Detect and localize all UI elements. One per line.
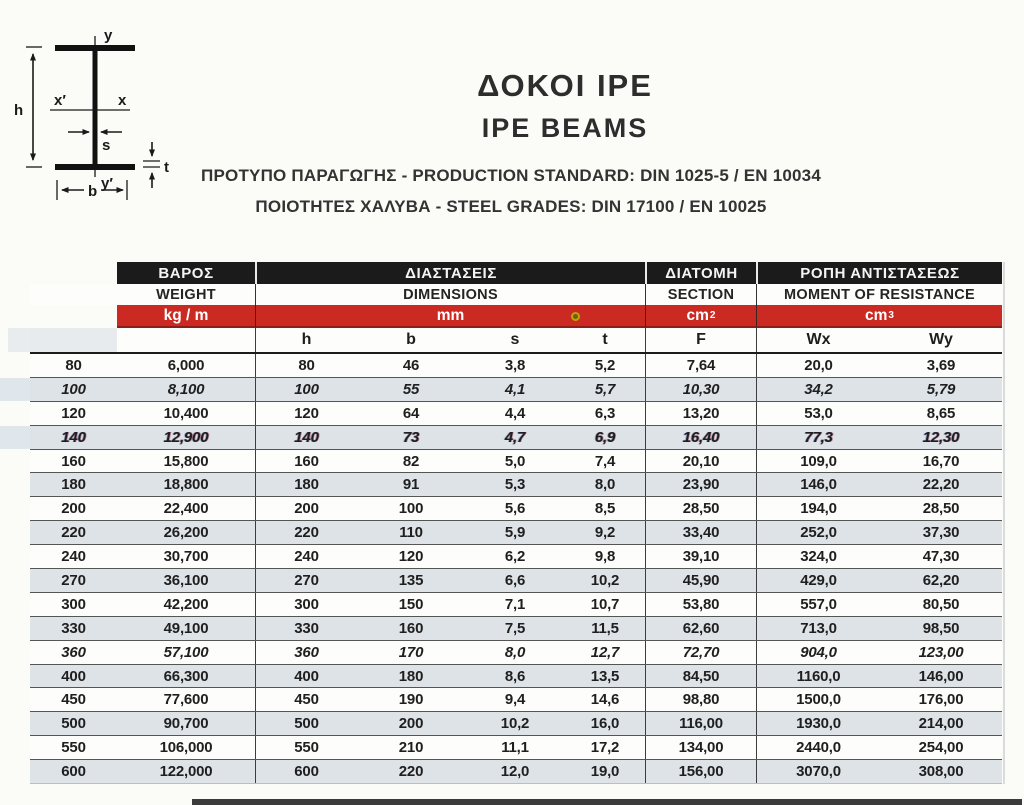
cell-Wy: 308,00 xyxy=(918,763,964,781)
cell-weight: 36,100 xyxy=(163,571,209,589)
table-row xyxy=(30,712,1002,736)
cell-b: 170 xyxy=(398,643,424,661)
cell-t: 5,7 xyxy=(594,380,616,398)
header-section-en: SECTION xyxy=(645,284,756,305)
cell-Wy: 254,00 xyxy=(918,739,964,757)
cell-h: 330 xyxy=(255,617,357,640)
cell-t: 5,2 xyxy=(594,356,616,374)
symbol-spacer xyxy=(117,328,255,352)
cell-F: 16,40 xyxy=(645,426,756,449)
cell-Wx: 109,0 xyxy=(756,450,880,473)
cell-Wx: 146,0 xyxy=(756,473,880,496)
header-row-greek xyxy=(30,262,1002,284)
table-row xyxy=(30,593,1002,617)
table-row xyxy=(30,736,1002,760)
cell-s: 5,3 xyxy=(504,476,526,494)
page-title-english: IPE BEAMS xyxy=(481,113,649,143)
cell-t: 14,6 xyxy=(590,691,620,709)
cell-b: 180 xyxy=(398,667,424,685)
cell-h: 220 xyxy=(255,521,357,544)
label-y-bottom: y′ xyxy=(101,175,113,192)
cell-Wy: 12,30 xyxy=(922,428,960,446)
page-edge-shadow xyxy=(1003,262,1005,784)
cell-h: 140 xyxy=(255,426,357,449)
table-row xyxy=(30,641,1002,665)
cell-Wx: 713,0 xyxy=(756,617,880,640)
cell-weight: 12,900 xyxy=(163,428,209,446)
cell-F: 39,10 xyxy=(645,545,756,568)
cell-Wx: 1500,0 xyxy=(756,688,880,711)
cell-Wx: 1160,0 xyxy=(756,665,880,688)
cell-t: 9,8 xyxy=(594,548,616,566)
production-standard-line: ΠΡΟΤΥΠΟ ΠΑΡΑΓΩΓΗΣ - PRODUCTION STANDARD: DIN 1025-5 / EN 10034 xyxy=(201,166,821,185)
cell-t: 12,7 xyxy=(590,643,620,661)
cell-s: 5,6 xyxy=(504,500,526,518)
cell-h: 120 xyxy=(255,402,357,425)
cell-s: 11,1 xyxy=(501,739,529,757)
cell-weight: 26,200 xyxy=(163,524,209,542)
cell-F: 98,80 xyxy=(645,688,756,711)
table-row xyxy=(30,378,1002,402)
cell-beam-size: 450 xyxy=(61,691,86,709)
header-weight-en: WEIGHT xyxy=(117,284,255,305)
scan-edge-bar xyxy=(192,799,1022,805)
unit-dimensions xyxy=(255,305,645,328)
cell-Wx: 77,3 xyxy=(756,426,880,449)
cell-Wx: 3070,0 xyxy=(756,760,880,783)
cell-b: 46 xyxy=(402,356,420,374)
cell-s: 4,7 xyxy=(504,428,526,446)
cell-Wx: 429,0 xyxy=(756,569,880,592)
cell-weight: 49,100 xyxy=(163,619,209,637)
cell-F: 62,60 xyxy=(645,617,756,640)
cell-Wy: 47,30 xyxy=(922,548,960,566)
cell-weight: 15,800 xyxy=(163,452,209,470)
ink-dot xyxy=(571,312,580,321)
cell-b: 82 xyxy=(402,452,420,470)
cell-Wx: 252,0 xyxy=(756,521,880,544)
cell-beam-size: 100 xyxy=(61,380,86,398)
cell-Wx: 904,0 xyxy=(756,641,880,664)
cell-s: 8,0 xyxy=(504,643,526,661)
cell-b: 160 xyxy=(398,619,424,637)
cell-Wx: 53,0 xyxy=(756,402,880,425)
cell-F: 84,50 xyxy=(645,665,756,688)
table-row xyxy=(30,760,1002,784)
label-y-top: y xyxy=(104,27,113,44)
cell-weight: 122,000 xyxy=(159,763,213,781)
cell-weight: 106,000 xyxy=(159,739,213,757)
cell-h: 180 xyxy=(255,473,357,496)
cell-s: 4,1 xyxy=(504,380,526,398)
cell-b: 100 xyxy=(398,500,424,518)
cell-weight: 30,700 xyxy=(163,548,209,566)
cell-F: 7,64 xyxy=(645,354,756,377)
header-row-english xyxy=(30,284,1002,305)
cell-b: 150 xyxy=(398,595,424,613)
cell-b: 73 xyxy=(402,428,420,446)
cell-s: 6,2 xyxy=(504,548,526,566)
cell-h: 200 xyxy=(255,497,357,520)
cell-weight: 90,700 xyxy=(163,715,209,733)
cell-t: 17,2 xyxy=(590,739,620,757)
cell-beam-size: 80 xyxy=(65,356,82,374)
cell-Wx: 324,0 xyxy=(756,545,880,568)
column-symbol-t: t xyxy=(602,331,608,348)
cell-F: 116,00 xyxy=(645,712,756,735)
cell-Wy: 98,50 xyxy=(922,619,960,637)
cell-F: 33,40 xyxy=(645,521,756,544)
cell-Wx: 20,0 xyxy=(756,354,880,377)
header-section-el: ΔΙΑΤΟΜΗ xyxy=(645,262,756,284)
cell-beam-size: 400 xyxy=(61,667,86,685)
cell-b: 120 xyxy=(398,548,424,566)
cell-t: 10,7 xyxy=(590,595,620,613)
cell-beam-size: 240 xyxy=(61,548,86,566)
cell-F: 10,30 xyxy=(645,378,756,401)
cell-Wy: 22,20 xyxy=(922,476,960,494)
cell-t: 8,0 xyxy=(594,476,616,494)
cell-s: 5,9 xyxy=(504,524,526,542)
column-symbol-Wx: Wx xyxy=(756,328,880,352)
cell-b: 55 xyxy=(402,380,420,398)
header-dimensions-el: ΔΙΑΣΤΑΣΕΙΣ xyxy=(255,262,645,284)
table-row xyxy=(30,354,1002,378)
cell-h: 270 xyxy=(255,569,357,592)
cell-h: 600 xyxy=(255,760,357,783)
cell-beam-size: 220 xyxy=(61,524,86,542)
cell-Wy: 80,50 xyxy=(922,595,960,613)
cell-h: 360 xyxy=(255,641,357,664)
cell-t: 11,5 xyxy=(591,619,619,637)
cell-t: 9,2 xyxy=(594,524,616,542)
cell-F: 53,80 xyxy=(645,593,756,616)
cell-h: 80 xyxy=(255,354,357,377)
cell-beam-size: 120 xyxy=(61,404,86,422)
cell-s: 8,6 xyxy=(504,667,526,685)
table-row xyxy=(30,665,1002,689)
table-row xyxy=(30,521,1002,545)
cell-Wy: 5,79 xyxy=(926,380,956,398)
title-block xyxy=(310,68,820,144)
cell-s: 3,8 xyxy=(504,356,526,374)
cell-Wx: 34,2 xyxy=(756,378,880,401)
cell-h: 100 xyxy=(255,378,357,401)
table-row xyxy=(30,426,1002,450)
table-row xyxy=(30,473,1002,497)
cell-F: 28,50 xyxy=(645,497,756,520)
header-moment-el: ΡΟΠΗ ΑΝΤΙΣΤΑΣΕΩΣ xyxy=(756,262,1002,284)
unit-section: cm 2 xyxy=(645,305,756,328)
cell-F: 23,90 xyxy=(645,473,756,496)
page-title-greek: ΔΟΚΟΙ IPE xyxy=(477,68,653,103)
cell-weight: 42,200 xyxy=(163,595,209,613)
cell-h: 160 xyxy=(255,450,357,473)
cell-h: 300 xyxy=(255,593,357,616)
cell-Wy: 176,00 xyxy=(918,691,964,709)
cell-Wx: 1930,0 xyxy=(756,712,880,735)
cell-h: 550 xyxy=(255,736,357,759)
cell-t: 19,0 xyxy=(590,763,620,781)
table-row xyxy=(30,569,1002,593)
cell-beam-size: 600 xyxy=(61,763,86,781)
label-b: b xyxy=(88,183,98,200)
cell-s: 9,4 xyxy=(504,691,526,709)
cell-b: 210 xyxy=(398,739,424,757)
cell-Wy: 37,30 xyxy=(922,524,960,542)
table-row xyxy=(30,402,1002,426)
cell-t: 10,2 xyxy=(590,571,620,589)
cell-weight: 6,000 xyxy=(167,356,205,374)
cell-s: 4,4 xyxy=(504,404,526,422)
cell-weight: 8,100 xyxy=(167,380,205,398)
cell-Wy: 28,50 xyxy=(922,500,960,518)
header-weight-el: ΒΑΡΟΣ xyxy=(117,262,255,284)
unit-moment: cm 3 xyxy=(756,305,1002,328)
cell-h: 240 xyxy=(255,545,357,568)
table-row xyxy=(30,545,1002,569)
cell-weight: 10,400 xyxy=(163,404,209,422)
label-x-right: x xyxy=(118,92,127,109)
cell-b: 64 xyxy=(402,404,420,422)
cell-b: 91 xyxy=(402,476,420,494)
column-symbol-s: s xyxy=(510,331,520,348)
cell-beam-size: 330 xyxy=(61,619,86,637)
header-row-units xyxy=(30,305,1002,328)
cell-F: 156,00 xyxy=(645,760,756,783)
cell-beam-size: 500 xyxy=(61,715,86,733)
cell-s: 5,0 xyxy=(504,452,526,470)
label-x-left: x′ xyxy=(54,92,66,109)
cell-weight: 22,400 xyxy=(163,500,209,518)
cell-Wx: 557,0 xyxy=(756,593,880,616)
column-symbol-b: b xyxy=(406,331,416,348)
cell-t: 13,5 xyxy=(590,667,620,685)
cell-Wy: 123,00 xyxy=(918,643,964,661)
cell-Wy: 214,00 xyxy=(918,715,964,733)
column-symbol-Wy: Wy xyxy=(929,331,953,348)
cell-t: 7,4 xyxy=(594,452,616,470)
web xyxy=(93,51,98,164)
cell-F: 13,20 xyxy=(645,402,756,425)
cell-b: 220 xyxy=(398,763,424,781)
cell-Wy: 62,20 xyxy=(922,571,960,589)
cell-beam-size: 200 xyxy=(61,500,86,518)
cell-b: 200 xyxy=(398,715,424,733)
table-row xyxy=(30,450,1002,474)
cell-weight: 77,600 xyxy=(163,691,209,709)
cell-t: 8,5 xyxy=(594,500,616,518)
cell-s: 10,2 xyxy=(500,715,530,733)
cell-s: 7,5 xyxy=(504,619,526,637)
steel-grades-line: ΠΟΙΟΤΗΤΕΣ ΧΑΛΥΒΑ - STEEL GRADES: DIN 17100 / EN 10025 xyxy=(255,197,767,216)
header-moment-en: MOMENT OF RESISTANCE xyxy=(756,284,1002,305)
cell-beam-size: 550 xyxy=(61,739,86,757)
cell-beam-size: 300 xyxy=(61,595,86,613)
table-row xyxy=(30,617,1002,641)
cell-Wy: 146,00 xyxy=(918,667,964,685)
column-symbol-F: F xyxy=(645,328,756,352)
top-flange xyxy=(55,45,135,51)
cell-Wy: 8,65 xyxy=(926,404,956,422)
cell-b: 110 xyxy=(399,524,423,542)
unit-weight: kg / m xyxy=(117,305,255,328)
cell-Wx: 2440,0 xyxy=(756,736,880,759)
cell-t: 6,3 xyxy=(594,404,616,422)
cell-F: 72,70 xyxy=(645,641,756,664)
cell-b: 135 xyxy=(398,571,424,589)
header-spacer xyxy=(30,305,117,328)
cell-beam-size: 360 xyxy=(61,643,86,661)
cell-h: 500 xyxy=(255,712,357,735)
cell-beam-size: 140 xyxy=(61,428,86,446)
ipe-table xyxy=(30,262,1002,784)
label-s: s xyxy=(102,137,111,154)
cell-t: 6,9 xyxy=(594,428,616,446)
cell-Wx: 194,0 xyxy=(756,497,880,520)
label-t: t xyxy=(164,159,169,176)
cell-F: 134,00 xyxy=(645,736,756,759)
cell-beam-size: 270 xyxy=(61,571,86,589)
cell-Wy: 3,69 xyxy=(926,356,956,374)
symbol-spacer xyxy=(30,328,117,352)
cell-beam-size: 160 xyxy=(61,452,86,470)
cell-h: 450 xyxy=(255,688,357,711)
cell-F: 45,90 xyxy=(645,569,756,592)
header-spacer xyxy=(30,284,117,305)
header-spacer xyxy=(30,262,117,284)
cell-s: 7,1 xyxy=(504,595,526,613)
unit-dimensions-text: mm xyxy=(436,306,465,324)
column-symbol-h: h xyxy=(255,328,357,352)
cell-F: 20,10 xyxy=(645,450,756,473)
cell-beam-size: 180 xyxy=(61,476,86,494)
table-row xyxy=(30,497,1002,521)
header-dimensions-en: DIMENSIONS xyxy=(255,284,645,305)
cell-t: 16,0 xyxy=(590,715,620,733)
table-row xyxy=(30,688,1002,712)
cell-s: 12,0 xyxy=(500,763,530,781)
header-row-symbols xyxy=(30,328,1002,354)
cell-h: 400 xyxy=(255,665,357,688)
cell-weight: 66,300 xyxy=(163,667,209,685)
label-h: h xyxy=(14,102,24,119)
data-rows xyxy=(30,354,1002,784)
cell-s: 6,6 xyxy=(504,571,526,589)
cell-b: 190 xyxy=(398,691,424,709)
cell-weight: 18,800 xyxy=(163,476,209,494)
cell-Wy: 16,70 xyxy=(922,452,960,470)
cell-weight: 57,100 xyxy=(163,643,209,661)
